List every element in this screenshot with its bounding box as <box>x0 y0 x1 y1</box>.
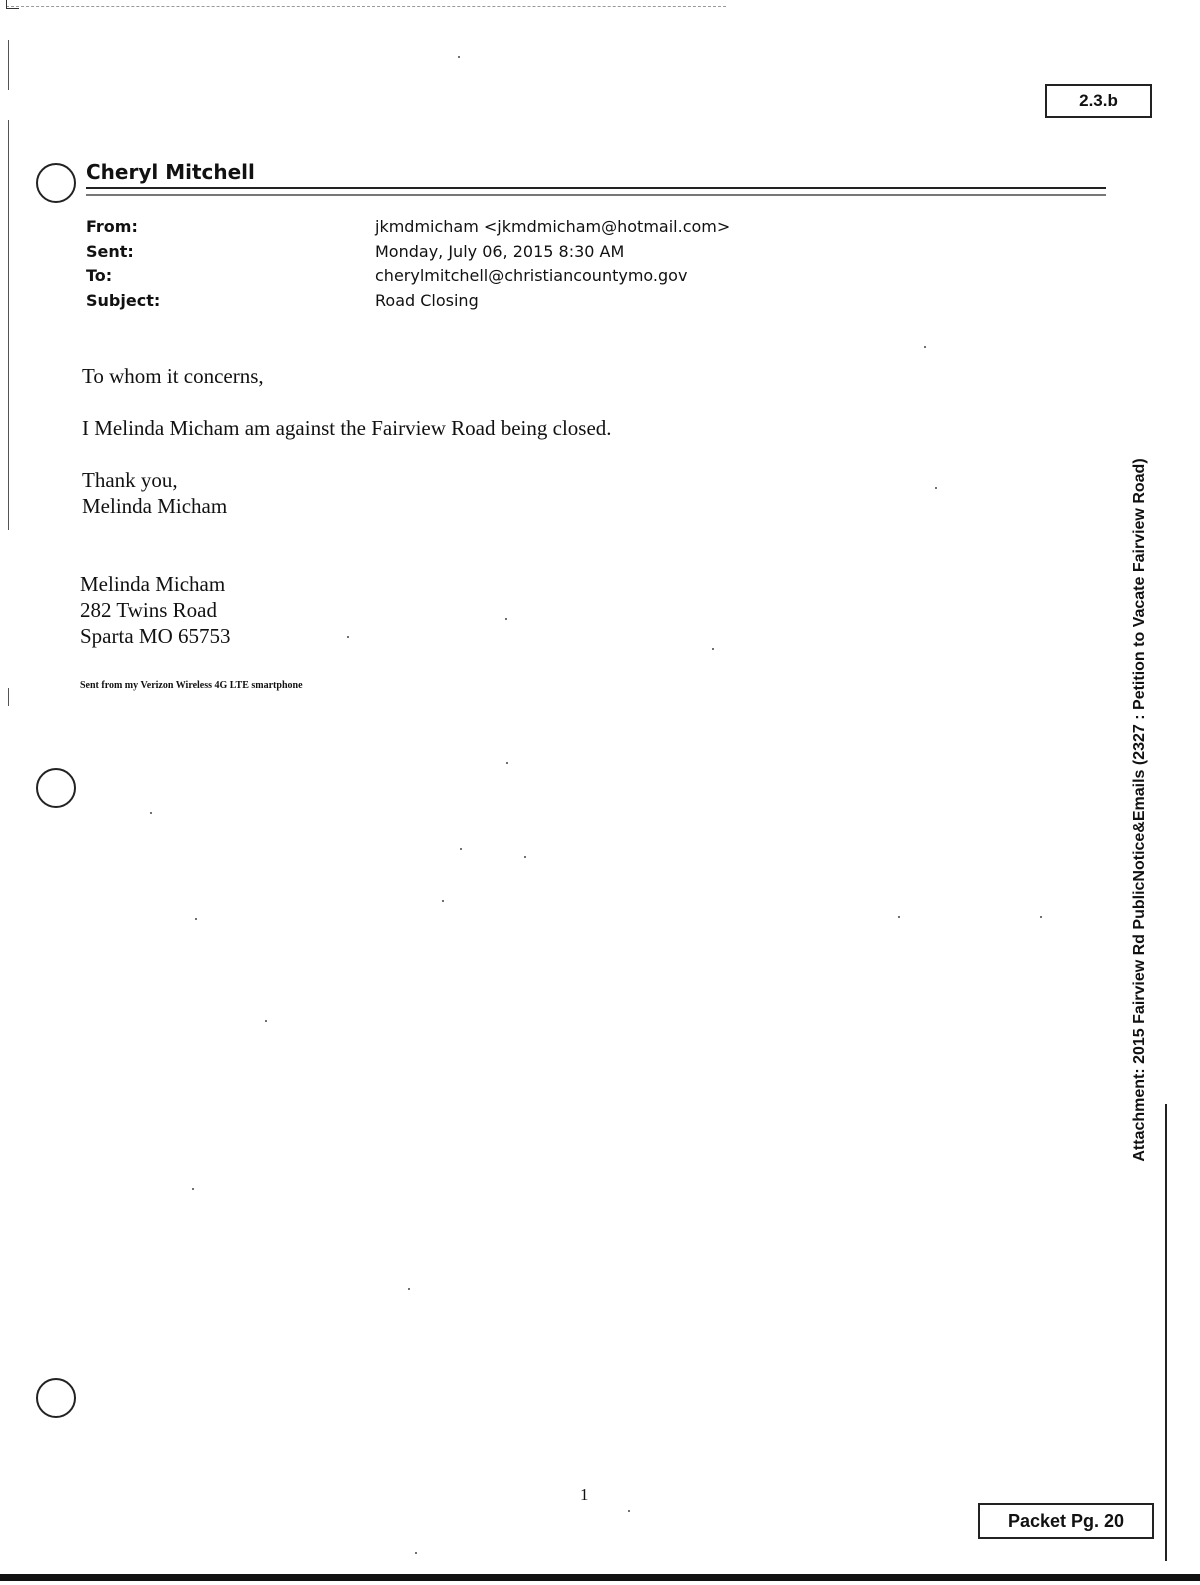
sent-value: Monday, July 06, 2015 8:30 AM <box>375 242 625 261</box>
subject-label: Subject: <box>86 291 161 310</box>
scan-speck <box>265 1020 267 1022</box>
scan-speck <box>524 856 526 858</box>
scan-speck <box>628 1510 630 1512</box>
scan-speck <box>442 900 444 902</box>
scan-speck <box>712 648 714 650</box>
address-line: 282 Twins Road <box>80 598 217 622</box>
binder-hole-top <box>36 163 76 203</box>
scan-left-edge <box>8 120 9 530</box>
page-number: 1 <box>580 1485 589 1504</box>
scan-speck <box>415 1552 417 1554</box>
scan-speck <box>506 762 508 764</box>
scan-speck <box>1040 916 1042 918</box>
closing-name: Melinda Micham <box>82 494 228 518</box>
scan-speck <box>195 918 197 920</box>
sender-name: Cheryl Mitchell <box>86 160 255 184</box>
scan-speck <box>150 812 152 814</box>
scan-speck <box>898 916 900 918</box>
to-value: cherylmitchell@christiancountymo.gov <box>375 266 688 285</box>
scan-right-line <box>1165 1104 1167 1561</box>
binder-hole-middle <box>36 768 76 808</box>
scan-speck <box>192 1188 194 1190</box>
greeting: To whom it concerns, <box>82 364 264 388</box>
to-label: To: <box>86 266 113 285</box>
sender-divider <box>86 187 1106 196</box>
sent-label: Sent: <box>86 242 134 261</box>
scan-left-edge <box>8 688 9 706</box>
attachment-side-note: Attachment: 2015 Fairview Rd PublicNotice&Emails (2327 : Petition to Vacate Fairview Road) <box>1131 458 1148 1162</box>
document-tag: 2.3.b <box>1045 84 1152 118</box>
address-line: Melinda Micham <box>80 572 226 596</box>
scan-speck <box>935 487 937 489</box>
message: I Melinda Micham am against the Fairview Road being closed. <box>82 416 612 440</box>
scan-bottom-bar <box>0 1574 1200 1581</box>
binder-hole-bottom <box>36 1378 76 1418</box>
scan-speck <box>924 346 926 348</box>
mobile-footer: Sent from my Verizon Wireless 4G LTE smartphone <box>80 680 303 691</box>
packet-page: Packet Pg. 20 <box>978 1503 1154 1539</box>
scan-speck <box>460 848 462 850</box>
from-value: jkmdmicham <jkmdmicham@hotmail.com> <box>375 217 731 236</box>
scan-top-rule <box>6 6 726 7</box>
closing: Thank you, <box>82 468 178 492</box>
address-line: Sparta MO 65753 <box>80 624 231 648</box>
scan-speck <box>505 618 507 620</box>
from-label: From: <box>86 217 138 236</box>
subject-value: Road Closing <box>375 291 479 310</box>
scan-corner-mark <box>6 0 19 9</box>
scan-speck <box>347 636 349 638</box>
scan-speck <box>458 56 460 58</box>
scan-left-edge <box>8 40 9 90</box>
scan-speck <box>408 1288 410 1290</box>
